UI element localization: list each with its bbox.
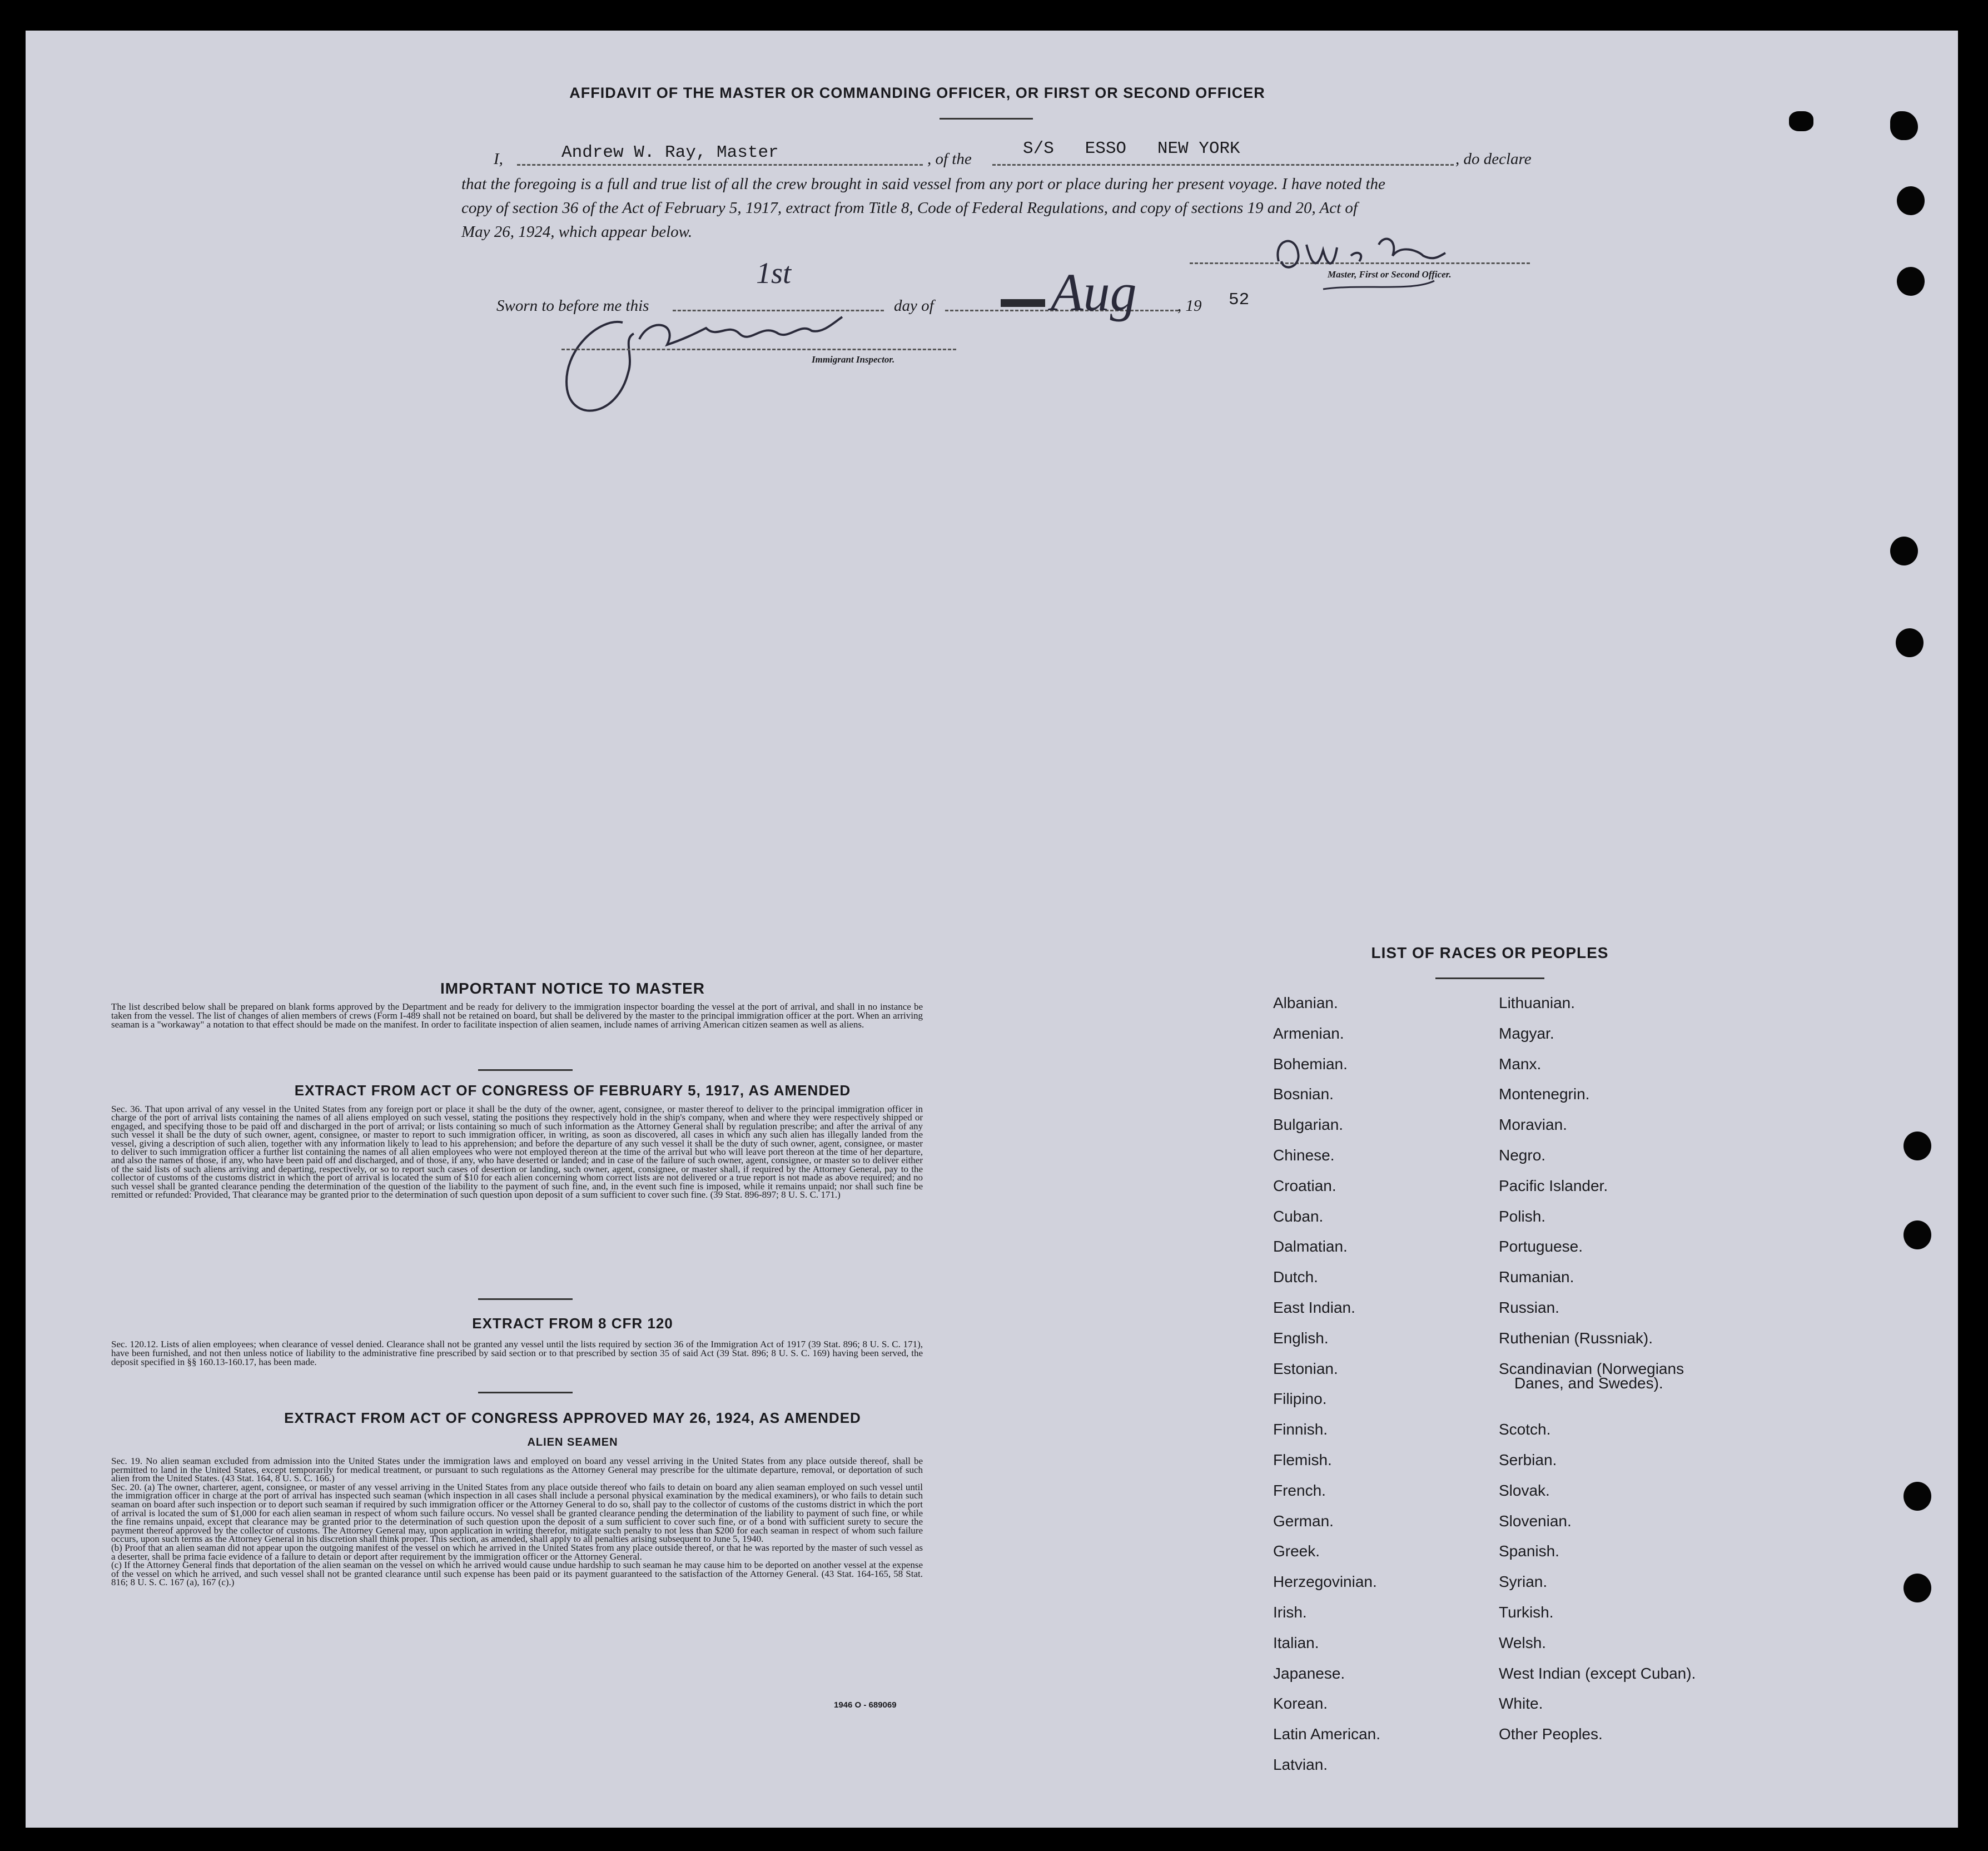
race-item: Magyar. [1499, 1024, 1554, 1042]
race-item: Dutch. [1273, 1268, 1318, 1286]
race-item: Latvian. [1273, 1756, 1328, 1773]
race-item: Lithuanian. [1499, 994, 1576, 1011]
race-item: Japanese. [1273, 1664, 1345, 1682]
inspector-caption: Immigrant Inspector. [812, 354, 895, 365]
affidavit-line-4: May 26, 1924, which appear below. [461, 223, 693, 241]
master-name-line [517, 142, 923, 166]
binder-hole [1897, 267, 1925, 296]
binder-hole [1789, 111, 1813, 131]
notice-rule [478, 1069, 573, 1071]
extract-1924-subtitle: ALIEN SEAMEN [527, 1436, 618, 1448]
notice-body: The list described below shall be prepared on blank forms approved by the Department and be ready for delivery to the immigration inspector boarding the vessel at the port of arrival, and shall in no instance be taken from the vessel. The list of changes of alien members of crews (Form I-489 shall not be retained on board, but shall be delivered by the master to the principal immigration officer at the port. When an arriving seaman is a "workaway" a notation to that effect should be made on the manifest. In order to facilitate inspection of alien seamen, include names of arriving American citizen seamen as well as aliens. [111, 1001, 923, 1030]
race-item: Scotch. [1499, 1421, 1551, 1438]
of-the-label: , of the [927, 150, 972, 168]
race-item: Syrian. [1499, 1573, 1548, 1591]
binder-hole [1896, 628, 1924, 657]
extract-cfr-title: EXTRACT FROM 8 CFR 120 [472, 1315, 673, 1332]
vessel-name-line [992, 139, 1454, 166]
race-item: Slovenian. [1499, 1512, 1572, 1530]
binder-hole [1897, 186, 1925, 215]
officer-caption: Master, First or Second Officer. [1328, 269, 1452, 280]
day-of-label: day of [894, 297, 934, 315]
race-item: Moravian. [1499, 1116, 1567, 1134]
affidavit-title: AFFIDAVIT OF THE MASTER OR COMMANDING OFFICER, OR FIRST OR SECOND OFFICER [569, 85, 1265, 101]
race-item: Bulgarian. [1273, 1116, 1344, 1134]
extract-1924-title: EXTRACT FROM ACT OF CONGRESS APPROVED MAY 26, 1924, AS AMENDED [284, 1410, 861, 1426]
sworn-day: 1st [756, 256, 792, 290]
officer-signature [1268, 222, 1451, 295]
race-item: Filipino. [1273, 1390, 1327, 1408]
race-item: Irish. [1273, 1604, 1307, 1621]
inspector-signature-line [561, 348, 956, 350]
race-item: Armenian. [1273, 1024, 1344, 1042]
race-item: Manx. [1499, 1055, 1542, 1073]
year: 52 [1229, 290, 1250, 310]
race-item: Croatian. [1273, 1177, 1336, 1194]
races-rule [1435, 977, 1544, 979]
race-item: Latin American. [1273, 1725, 1380, 1743]
race-item: Bosnian. [1273, 1085, 1334, 1103]
binder-hole [1903, 1132, 1931, 1160]
race-item: Polish. [1499, 1207, 1546, 1225]
vessel-name: S/S ESSO NEW YORK [1023, 139, 1240, 158]
race-item: Welsh. [1499, 1634, 1547, 1651]
race-item: Pacific Islander. [1499, 1177, 1608, 1194]
race-item: German. [1273, 1512, 1334, 1530]
race-item: Greek. [1273, 1542, 1320, 1560]
race-item: Bohemian. [1273, 1055, 1348, 1073]
race-item: Portuguese. [1499, 1238, 1583, 1255]
do-declare-label: , do declare [1455, 150, 1532, 168]
races-title: LIST OF RACES OR PEOPLES [1371, 944, 1609, 961]
race-item: Cuban. [1273, 1207, 1324, 1225]
race-item: West Indian (except Cuban). [1499, 1664, 1696, 1682]
race-item: English. [1273, 1329, 1329, 1347]
extract-1924-p4: (c) If the Attorney General finds that deportation of the alien seaman on the vessel on which he arrived would cause undue hardship to such seaman he may cause him to be deported on another vessel at the expense of the vessel on which he arrived, and such vessel shall not be granted clearance until such expense has been paid or its payment guaranteed to the satisfaction of the Attorney General. (43 Stat. 164-165, 58 Stat. 816; 8 U. S. C. 167 (a), 167 (c).) [111, 1560, 923, 1588]
race-item: Slovak. [1499, 1481, 1550, 1499]
notice-title: IMPORTANT NOTICE TO MASTER [440, 980, 705, 997]
race-item: Other Peoples. [1499, 1725, 1603, 1743]
race-item: Montenegrin. [1499, 1085, 1590, 1103]
race-item: Ruthenian (Russniak). [1499, 1329, 1653, 1347]
race-item: Turkish. [1499, 1604, 1554, 1621]
title-rule [940, 118, 1033, 120]
master-name: Andrew W. Ray, Master [561, 143, 779, 162]
extract-1924-body [111, 1457, 923, 1587]
extract-cfr-body: Sec. 120.12. Lists of alien employees; when clearance of vessel denied. Clearance shall not be granted any vessel until the lists required by section 36 of the Immigration Act of 1917 (39 Stat. 896; 8 U. S. C. 171), have been furnished, and not then unless notice of liability to the administrative fine prescribed by said section or to that prescribed by section 35 of said Act (39 Stat. 896; 8 U. S. C. 169) having been served, the deposit specified in §§ 160.13-160.17, has been made. [111, 1339, 923, 1367]
extract-1924-p1: Sec. 19. No alien seaman excluded from admission into the United States under the immigration laws and employed on board any vessel arriving in the United States from any place outside thereof, shall be permitted to land in the United States, except temporarily for medical treatment, or pursuant to such regulations as the Attorney General may prescribe for the ultimate departure, removal, or deportation of such alien from the United States. (43 Stat. 164, 8 U. S. C. 166.) [111, 1456, 923, 1484]
extract-1917-body: Sec. 36. That upon arrival of any vessel in the United States from any foreign port or place it shall be the duty of the owner, agent, consignee, or master thereof to deliver to the principal immigration officer in charge of the port of arrival lists containing the names of all aliens employed on such vessel, stating the positions they respectively hold in the ship's company, when and where they were respectively shipped or engaged, and specifying those to be paid off and discharged in the port of arrival; or lists containing so much of such information as the Attorney General shall by regulation prescribe; and after the arrival of any such vessel it shall be the duty of such owner, agent, consignee, or master to report to such immigration officer, in writing, as soon as discovered, all cases in which any such alien has illegally landed from the vessel, giving a description of such alien, together with any information likely to lead to his apprehension; and before the departure of any such vessel it shall be the duty of such owner, agent, consignee, or master to deliver to such immigration officer a further list containing the names of all alien employees who were not employed thereon at the time of the arrival but who will leave port thereon at the time of her departure, and also the names of those, if any, who have been paid off and discharged, and of those, if any, who have deserted or landed; and in case of the failure of such owner, agent, consignee, or master so to deliver either of the said lists of such aliens arriving and departing, respectively, or so to report such cases of desertion or landing, such owner, agent, consignee, or master shall, if required by the Attorney General, pay to the collector of customs of the customs district in which the port of arrival is located the sum of $10 for each alien concerning whom correct lists are not delivered or a true report is not made as above required; and no such vessel shall be granted clearance pending the determination of the question of the liability to the payment of such fine, and, in the event such fine is imposed, while it remains unpaid; nor shall such fine be remitted or refunded: Provided, That clearance may be granted prior to the determination of such question upon deposit of a sum sufficient to cover such fine. (39 Stat. 896-897; 8 U. S. C. 171.) [111, 1104, 923, 1200]
binder-hole [1903, 1482, 1931, 1511]
prefix-i: I, [494, 150, 503, 168]
race-item: Negro. [1499, 1147, 1546, 1164]
extract-1924-p2: Sec. 20. (a) The owner, charterer, agent, consignee, or master of any vessel arriving in the United States from any place outside thereof who fails to detain on board any alien seaman employed on such vessel until the immigration officer in charge at the port of arrival has inspected such seaman (which inspection in all cases shall include a personal physical examination by the medical examiners), or who fails to detain such seaman on board after such inspection or to deport such seaman if required by such immigration officer or the Attorney General to do so, shall pay to the collector of customs of the customs district in which the port of arrival is located the sum of $1,000 for each alien seaman in respect of whom such failure occurs. No vessel shall be granted clearance pending the determination of the liability to payment of such fine, or while the fine remains unpaid, except that clearance may be granted prior to the determination of such question upon the deposit of a sum sufficient to cover such fine, or of a bond with sufficient surety to secure the payment thereof approved by the collector of customs. The Attorney General may, upon application in writing therefor, mitigate such penalty to not less than $200 for each seaman in respect of whom such failure occurs, upon such terms as the Attorney General in his discretion shall think proper. This section, as amended, shall apply to all penalties arising subsequent to June 5, 1940. [111, 1481, 923, 1545]
race-item: Dalmatian. [1273, 1238, 1348, 1255]
race-item: Spanish. [1499, 1542, 1559, 1560]
print-code: 1946 O - 689069 [834, 1700, 897, 1710]
binder-hole [1903, 1574, 1931, 1602]
extract-1924-p3: (b) Proof that an alien seaman did not appear upon the outgoing manifest of the vessel on which he arrived in the United States from any place outside thereof, or that he was reported by the master of such vessel as a deserter, shall be prima facie evidence of a failure to detain or deport after requirement by the immigration officer or the Attorney General. [111, 1542, 923, 1562]
struck-out-month [1001, 299, 1045, 307]
race-item: Albanian. [1273, 994, 1338, 1011]
race-item: Danes, and Swedes). [1514, 1374, 1663, 1392]
race-item: Estonian. [1273, 1359, 1338, 1377]
affidavit-line-3: copy of section 36 of the Act of February 5, 1917, extract from Title 8, Code of Federal Regulations, and copy of sections 19 and 20, Act of [461, 199, 1358, 217]
year-prefix: , 19 [1177, 297, 1202, 315]
race-item: East Indian. [1273, 1299, 1355, 1316]
binder-hole [1890, 537, 1918, 565]
race-item: Herzegovinian. [1273, 1573, 1377, 1591]
race-item: Scandinavian (Norwegians [1499, 1359, 1684, 1377]
race-item: Flemish. [1273, 1451, 1332, 1468]
affidavit-line-2: that the foregoing is a full and true list of all the crew brought in said vessel from any port or place during her present voyage. I have noted the [461, 175, 1385, 193]
extract-1917-title: EXTRACT FROM ACT OF CONGRESS OF FEBRUARY 5, 1917, AS AMENDED [294, 1082, 851, 1099]
binder-hole [1903, 1220, 1931, 1249]
extract-cfr-rule [478, 1392, 573, 1393]
race-item: Serbian. [1499, 1451, 1557, 1468]
race-item: Russian. [1499, 1299, 1559, 1316]
race-item: Chinese. [1273, 1147, 1335, 1164]
race-item: White. [1499, 1695, 1543, 1713]
race-item: Rumanian. [1499, 1268, 1574, 1286]
race-item: Italian. [1273, 1634, 1319, 1651]
race-item: Korean. [1273, 1695, 1328, 1713]
month-handwritten: Aug [1051, 262, 1137, 322]
race-item: Finnish. [1273, 1421, 1328, 1438]
extract-1917-rule [478, 1298, 573, 1300]
sworn-label: Sworn to before me this [496, 297, 649, 315]
race-item: French. [1273, 1481, 1326, 1499]
